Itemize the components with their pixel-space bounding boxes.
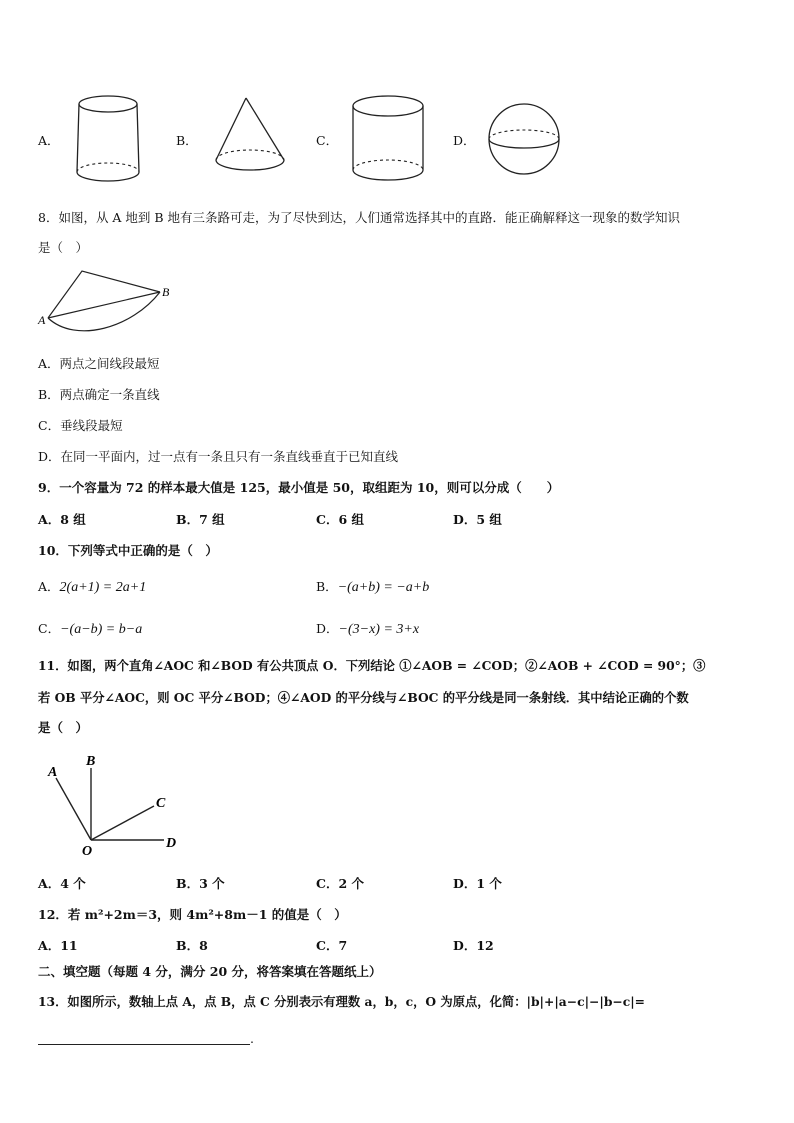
q10-option-b-label: B． — [316, 579, 338, 594]
q9-option-d[interactable]: D．5 组 — [453, 512, 502, 527]
q12-option-a[interactable]: A．11 — [38, 938, 78, 953]
q13-stem: 13．如图所示，数轴上点 A，点 B，点 C 分别表示有理数 a，b，c，O 为原点，化简：|b|+|a−c|−|b−c|= — [38, 994, 645, 1009]
q11-option-d[interactable]: D．1 个 — [453, 876, 502, 891]
q7-option-d-label[interactable]: D． — [453, 133, 476, 148]
q8-stem-line1: 8．如图，从 A 地到 B 地有三条路可走，为了尽快到达，人们通常选择其中的直路．能正确解释这一现象的数学知识 — [38, 210, 681, 225]
q10-stem: 10．下列等式中正确的是（ ） — [38, 543, 218, 558]
q10-option-a[interactable] — [38, 577, 146, 596]
q9-option-a[interactable]: A．8 组 — [38, 512, 86, 527]
cylinder-icon — [348, 92, 428, 188]
q11-label-a: A — [48, 765, 58, 780]
q9-option-b[interactable]: B．7 组 — [176, 512, 225, 527]
q8-stem-line2: 是（ ） — [38, 240, 89, 255]
q7-option-a-label[interactable]: A． — [38, 133, 60, 148]
q7-option-b-label[interactable]: B． — [176, 133, 198, 148]
q12-option-c[interactable]: C．7 — [316, 938, 348, 953]
q11-stem-line2: 若 OB 平分∠AOC，则 OC 平分∠BOD；④∠AOD 的平分线与∠BOC 的平分线是同一条射线．其中结论正确的个数 — [38, 690, 689, 705]
q8-path-figure — [36, 266, 176, 338]
q10-option-c-label: C． — [38, 621, 61, 636]
q8-option-a[interactable]: A．两点之间线段最短 — [38, 356, 160, 371]
q11-stem-line1: 11．如图，两个直角∠AOC 和∠BOD 有公共顶点 O．下列结论 ①∠AOB = ∠COD；②∠AOB + ∠COD = 90°；③ — [38, 658, 706, 673]
q10-option-d[interactable] — [316, 619, 419, 638]
q10-option-d-label: D． — [316, 621, 339, 636]
q13-answer-blank[interactable] — [38, 1044, 250, 1045]
q9-stem: 9．一个容量为 72 的样本最大值是 125，最小值是 50，取组距为 10，则可以分成（ ） — [38, 480, 560, 495]
q10-option-d-expr: −(3−x) = 3+x — [338, 622, 420, 637]
cone-icon — [210, 96, 290, 180]
q12-option-b[interactable]: B．8 — [176, 938, 208, 953]
q11-option-a[interactable]: A．4 个 — [38, 876, 86, 891]
q8-option-d[interactable]: D．在同一平面内，过一点有一条且只有一条直线垂直于已知直线 — [38, 449, 399, 464]
sphere-icon — [486, 100, 562, 178]
q11-label-d: D — [166, 836, 177, 851]
q12-option-d[interactable]: D．12 — [453, 938, 494, 953]
q11-label-c: C — [156, 796, 166, 811]
q9-option-c[interactable]: C．6 组 — [316, 512, 364, 527]
q10-option-c-expr: −(a−b) = b−a — [60, 622, 143, 637]
q10-option-c[interactable] — [38, 619, 142, 638]
q10-option-a-expr: 2(a+1) = 2a+1 — [59, 580, 147, 595]
section2-title: 二、填空题（每题 4 分，满分 20 分，将答案填在答题纸上） — [38, 964, 382, 979]
q8-point-b: B — [162, 285, 170, 299]
q11-stem-line3: 是（ ） — [38, 720, 89, 735]
q10-option-b[interactable] — [316, 577, 429, 596]
truncated-cone-icon — [72, 92, 144, 188]
q7-option-c-label[interactable]: C． — [316, 133, 339, 148]
q8-point-a: A — [38, 313, 46, 327]
q11-label-o: O — [82, 844, 93, 859]
q11-option-b[interactable]: B．3 个 — [176, 876, 225, 891]
q8-option-c[interactable]: C．垂线段最短 — [38, 418, 123, 433]
q8-option-b[interactable]: B．两点确定一条直线 — [38, 387, 160, 402]
q12-stem: 12．若 m²+2m＝3，则 4m²+8m－1 的值是（ ） — [38, 907, 347, 922]
q10-option-a-label: A． — [38, 579, 60, 594]
q13-blank-end: . — [250, 1031, 254, 1046]
q11-label-b: B — [86, 754, 96, 769]
q11-option-c[interactable]: C．2 个 — [316, 876, 364, 891]
q11-angle-figure — [40, 750, 190, 862]
q10-option-b-expr: −(a+b) = −a+b — [337, 580, 430, 595]
